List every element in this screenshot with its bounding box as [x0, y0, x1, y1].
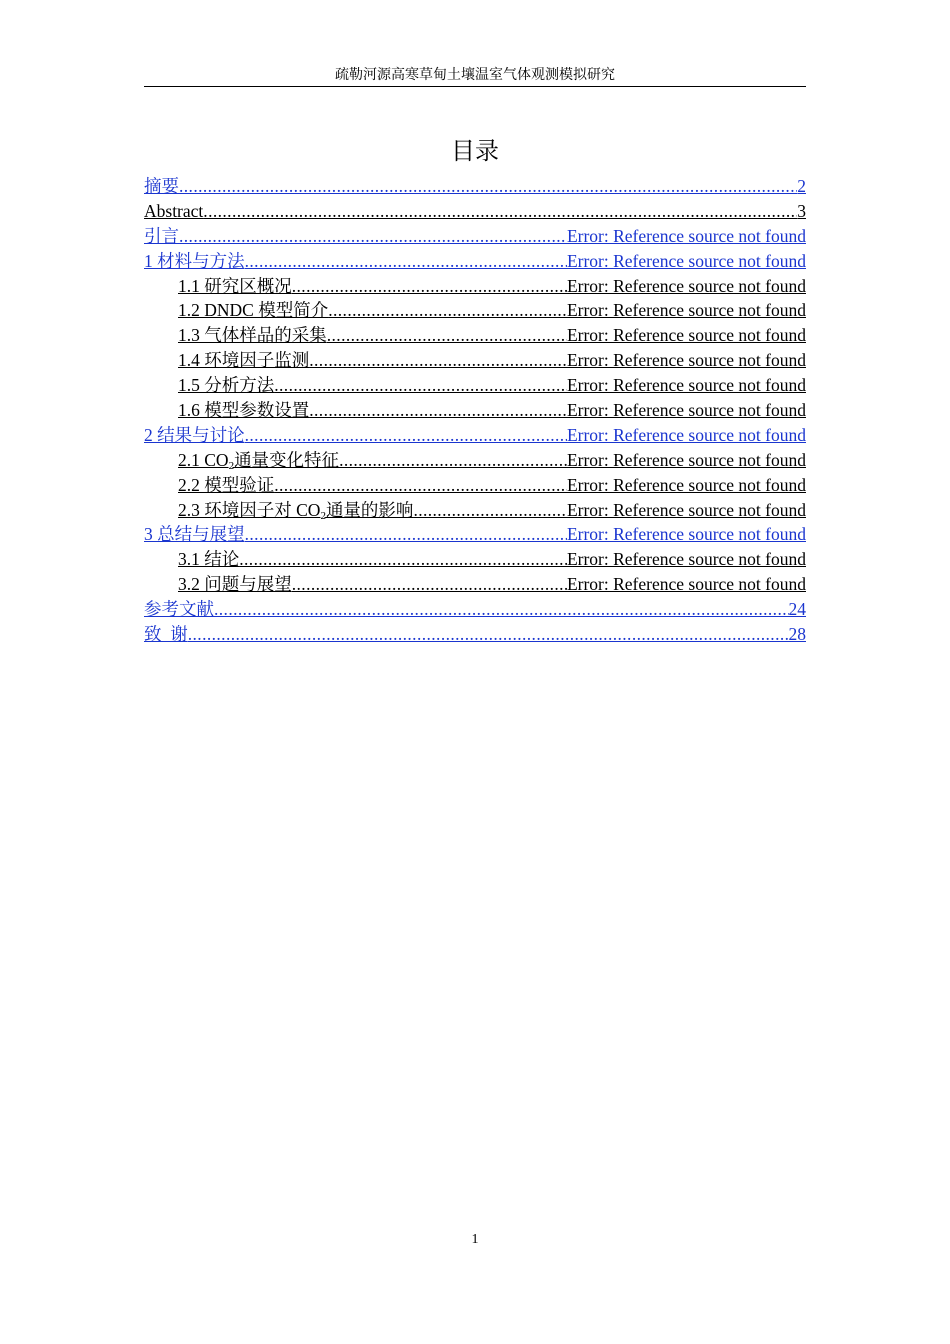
toc-entry-label: Abstract	[144, 200, 204, 221]
toc-entry-page: 24	[788, 599, 806, 620]
toc-entry-section-1-4[interactable]	[144, 348, 806, 373]
toc-entry-section-1[interactable]	[144, 249, 806, 274]
toc-leader-dots	[274, 473, 567, 498]
toc-entry-page: 3	[797, 200, 806, 221]
toc-leader-dots	[292, 274, 567, 299]
toc-title: 目录	[451, 137, 499, 165]
toc-entry-label: 1.1 研究区概况	[178, 275, 292, 296]
toc-entry-page: Error: Reference source not found	[566, 225, 806, 246]
toc-entry-abstract-zh[interactable]	[144, 174, 806, 199]
toc-entry-label: 致 谢	[144, 624, 188, 645]
toc-entry-section-3[interactable]	[144, 522, 806, 547]
toc-entry-references[interactable]	[144, 597, 806, 622]
toc-entry-section-1-6[interactable]	[144, 398, 806, 423]
toc-entry-label: 1.5 分析方法	[178, 375, 275, 396]
toc-leader-dots	[188, 622, 789, 647]
label-text: 2.1 CO	[178, 449, 229, 470]
header-rule	[144, 86, 806, 87]
toc-leader-dots	[179, 174, 797, 199]
toc-entry-section-2[interactable]	[144, 423, 806, 448]
toc-leader-dots	[339, 448, 567, 473]
toc-entry-page: Error: Reference source not found	[566, 549, 806, 570]
toc-entry-label: 3.1 结论	[178, 549, 240, 570]
toc-entry-label: 3 总结与展望	[144, 524, 245, 545]
toc-leader-dots	[274, 373, 567, 398]
toc-entry-label: 摘要	[144, 176, 179, 196]
toc-entry-label: 1.6 模型参数设置	[178, 400, 310, 421]
toc-entry-page: 2	[797, 176, 806, 196]
toc-entry-label: 2.2 模型验证	[178, 474, 275, 495]
label-text: 2.3 环境因子对 CO	[178, 499, 321, 520]
running-header: 疏勒河源高寒草甸土壤温室气体观测模拟研究	[335, 68, 615, 83]
toc-entry-page: Error: Reference source not found	[566, 400, 806, 421]
toc-leader-dots	[328, 298, 567, 323]
toc-entry-section-2-3[interactable]	[144, 498, 806, 523]
toc-leader-dots	[214, 597, 789, 622]
toc-entry-section-3-2[interactable]	[144, 572, 806, 597]
toc-entry-introduction[interactable]	[144, 224, 806, 249]
table-of-contents	[144, 174, 806, 647]
toc-entry-label: 3.2 问题与展望	[178, 574, 292, 595]
toc-leader-dots	[309, 398, 567, 423]
toc-entry-acknowledgements[interactable]	[144, 622, 806, 647]
toc-leader-dots	[292, 572, 567, 597]
label-text: 通量的影响	[325, 499, 414, 520]
toc-leader-dots	[327, 323, 567, 348]
label-text: 通量变化特征	[234, 449, 340, 470]
toc-entry-page: Error: Reference source not found	[566, 250, 806, 271]
toc-entry-page: Error: Reference source not found	[566, 350, 806, 371]
toc-leader-dots	[245, 423, 567, 448]
toc-entry-page: Error: Reference source not found	[566, 474, 806, 495]
toc-leader-dots	[179, 224, 567, 249]
toc-entry-label: 引言	[144, 225, 179, 246]
toc-leader-dots	[413, 498, 567, 523]
toc-entry-section-3-1[interactable]	[144, 547, 806, 572]
toc-entry-label: 1 材料与方法	[144, 250, 245, 271]
subscript: 2	[320, 509, 326, 522]
page-number: 1	[471, 1232, 479, 1247]
toc-entry-page: Error: Reference source not found	[566, 499, 806, 520]
toc-entry-page: Error: Reference source not found	[566, 325, 806, 346]
toc-entry-page: 28	[788, 624, 806, 645]
toc-entry-page: Error: Reference source not found	[566, 375, 806, 396]
toc-entry-label: 1.4 环境因子监测	[178, 350, 310, 371]
toc-entry-label: 1.2 DNDC 模型简介	[178, 300, 329, 321]
toc-entry-label: 1.3 气体样品的采集	[178, 325, 327, 346]
subscript: 2	[228, 459, 235, 472]
toc-entry-abstract-en[interactable]	[144, 199, 806, 224]
toc-entry-page: Error: Reference source not found	[566, 449, 806, 470]
toc-leader-dots	[309, 348, 567, 373]
toc-entry-page: Error: Reference source not found	[566, 574, 806, 595]
toc-leader-dots	[245, 522, 567, 547]
toc-entry-page: Error: Reference source not found	[566, 424, 806, 445]
toc-entry-section-2-2[interactable]	[144, 473, 806, 498]
toc-leader-dots	[245, 249, 567, 274]
toc-entry-section-1-5[interactable]	[144, 373, 806, 398]
toc-entry-label: 参考文献	[144, 599, 214, 620]
toc-entry-section-1-3[interactable]	[144, 323, 806, 348]
toc-entry-page: Error: Reference source not found	[566, 300, 806, 321]
toc-entry-section-1-2[interactable]	[144, 298, 806, 323]
toc-entry-label: 2 结果与讨论	[144, 424, 245, 445]
toc-entry-section-1-1[interactable]	[144, 274, 806, 299]
toc-leader-dots	[239, 547, 567, 572]
toc-entry-page: Error: Reference source not found	[566, 275, 806, 296]
toc-leader-dots	[203, 199, 797, 224]
toc-entry-page: Error: Reference source not found	[566, 524, 806, 545]
toc-entry-section-2-1[interactable]	[144, 448, 806, 473]
